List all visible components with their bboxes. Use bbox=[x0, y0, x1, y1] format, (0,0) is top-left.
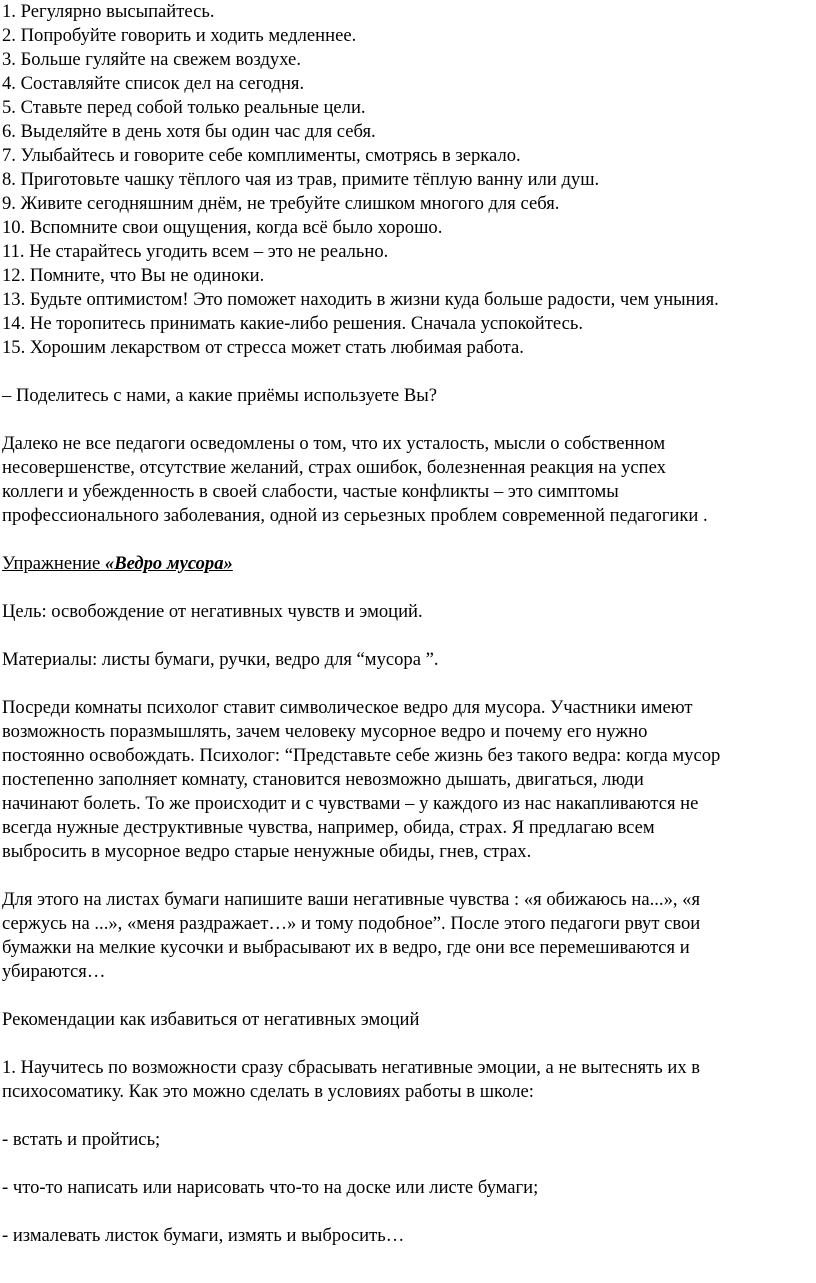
tip-item: 14. Не торопитесь принимать какие-либо решения. Сначала успокойтесь. bbox=[2, 313, 583, 334]
tip-item: 5. Ставьте перед собой только реальные цели. bbox=[2, 97, 366, 118]
paragraph-line: постепенно заполняет комнату, становится невозможно дышать, двигаться, люди bbox=[2, 769, 644, 790]
spacer bbox=[2, 672, 814, 696]
spacer bbox=[2, 1200, 814, 1224]
paragraph-line: Далеко не все педагоги осведомлены о том, что их усталость, мысли о собственном bbox=[2, 433, 666, 454]
spacer bbox=[2, 576, 814, 600]
paragraph-line: сержусь на ...», «меня раздражает…» и тому подобное”. После этого педагоги рвут свои bbox=[2, 913, 701, 934]
spacer bbox=[2, 1152, 814, 1176]
exercise-heading-name: «Ведро мусора» bbox=[104, 553, 233, 574]
paragraph-line: начинают болеть. То же происходит и с чувствами – у каждого из нас накапливаются не bbox=[2, 793, 699, 814]
exercise-goal: Цель: освобождение от негативных чувств и эмоций. bbox=[2, 601, 423, 622]
paragraph-line: профессионального заболевания, одной из серьезных проблем современной педагогики . bbox=[2, 505, 708, 526]
tip-item: 10. Вспомните свои ощущения, когда всё было хорошо. bbox=[2, 217, 443, 238]
paragraph-line: психосоматику. Как это можно сделать в условиях работы в школе: bbox=[2, 1081, 534, 1102]
paragraph-line: коллеги и убежденность в своей слабости, частые конфликты – это симптомы bbox=[2, 481, 619, 502]
burnout-paragraph bbox=[2, 432, 814, 528]
tip-item: 13. Будьте оптимистом! Это поможет находить в жизни куда больше радости, чем уныния. bbox=[2, 289, 719, 310]
exercise-instructions bbox=[2, 888, 814, 984]
spacer bbox=[2, 984, 814, 1008]
spacer bbox=[2, 624, 814, 648]
spacer bbox=[2, 360, 814, 384]
tip-item: 4. Составляйте список дел на сегодня. bbox=[2, 73, 305, 94]
tip-item: 3. Больше гуляйте на свежем воздухе. bbox=[2, 49, 301, 70]
spacer bbox=[2, 1032, 814, 1056]
exercise-materials: Материалы: листы бумаги, ручки, ведро для “мусора ”. bbox=[2, 649, 439, 670]
tip-item: 12. Помните, что Вы не одиноки. bbox=[2, 265, 265, 286]
spacer bbox=[2, 864, 814, 888]
recommendation-point-1 bbox=[2, 1056, 814, 1104]
paragraph-line: Для этого на листах бумаги напишите ваши негативные чувства : «я обижаюсь на...», «я bbox=[2, 889, 701, 910]
exercise-heading-prefix: Упражнение bbox=[2, 553, 105, 574]
tips-list bbox=[2, 0, 814, 360]
tip-item: 1. Регулярно высыпайтесь. bbox=[2, 1, 215, 22]
recommendations-heading: Рекомендации как избавиться от негативных эмоций bbox=[2, 1009, 420, 1030]
document-page bbox=[2, 0, 814, 1248]
tip-item: 7. Улыбайтесь и говорите себе комплименты, смотрясь в зеркало. bbox=[2, 145, 521, 166]
question-line: – Поделитесь с нами, а какие приёмы используете Вы? bbox=[2, 385, 437, 406]
tip-item: 11. Не старайтесь угодить всем – это не реально. bbox=[2, 241, 389, 262]
spacer bbox=[2, 528, 814, 552]
spacer bbox=[2, 408, 814, 432]
paragraph-line: убираются… bbox=[2, 961, 106, 982]
paragraph-line: Посреди комнаты психолог ставит символическое ведро для мусора. Участники имеют bbox=[2, 697, 693, 718]
recommendation-item: - измалевать листок бумаги, измять и выбросить… bbox=[2, 1225, 405, 1246]
exercise-heading bbox=[2, 552, 814, 576]
tip-item: 15. Хорошим лекарством от стресса может стать любимая работа. bbox=[2, 337, 524, 358]
paragraph-line: возможность поразмышлять, зачем человеку мусорное ведро и почему его нужно bbox=[2, 721, 648, 742]
paragraph-line: всегда нужные деструктивные чувства, например, обида, страх. Я предлагаю всем bbox=[2, 817, 655, 838]
tip-item: 6. Выделяйте в день хотя бы один час для себя. bbox=[2, 121, 376, 142]
paragraph-line: постоянно освобождать. Психолог: “Представьте себе жизнь без такого ведра: когда мусор bbox=[2, 745, 721, 766]
recommendation-item: - что-то написать или нарисовать что-то на доске или листе бумаги; bbox=[2, 1177, 539, 1198]
recommendation-item: - встать и пройтись; bbox=[2, 1129, 161, 1150]
tip-item: 8. Приготовьте чашку тёплого чая из трав, примите тёплую ванну или душ. bbox=[2, 169, 600, 190]
exercise-description bbox=[2, 696, 814, 864]
spacer bbox=[2, 1104, 814, 1128]
tip-item: 9. Живите сегодняшним днём, не требуйте слишком многого для себя. bbox=[2, 193, 560, 214]
paragraph-line: выбросить в мусорное ведро старые ненужные обиды, гнев, страх. bbox=[2, 841, 532, 862]
paragraph-line: бумажки на мелкие кусочки и выбрасывают их в ведро, где они все перемешиваются и bbox=[2, 937, 690, 958]
tip-item: 2. Попробуйте говорить и ходить медленнее. bbox=[2, 25, 357, 46]
paragraph-line: 1. Научитесь по возможности сразу сбрасывать негативные эмоции, а не вытеснять их в bbox=[2, 1057, 701, 1078]
paragraph-line: несовершенстве, отсутствие желаний, страх ошибок, болезненная реакция на успех bbox=[2, 457, 666, 478]
